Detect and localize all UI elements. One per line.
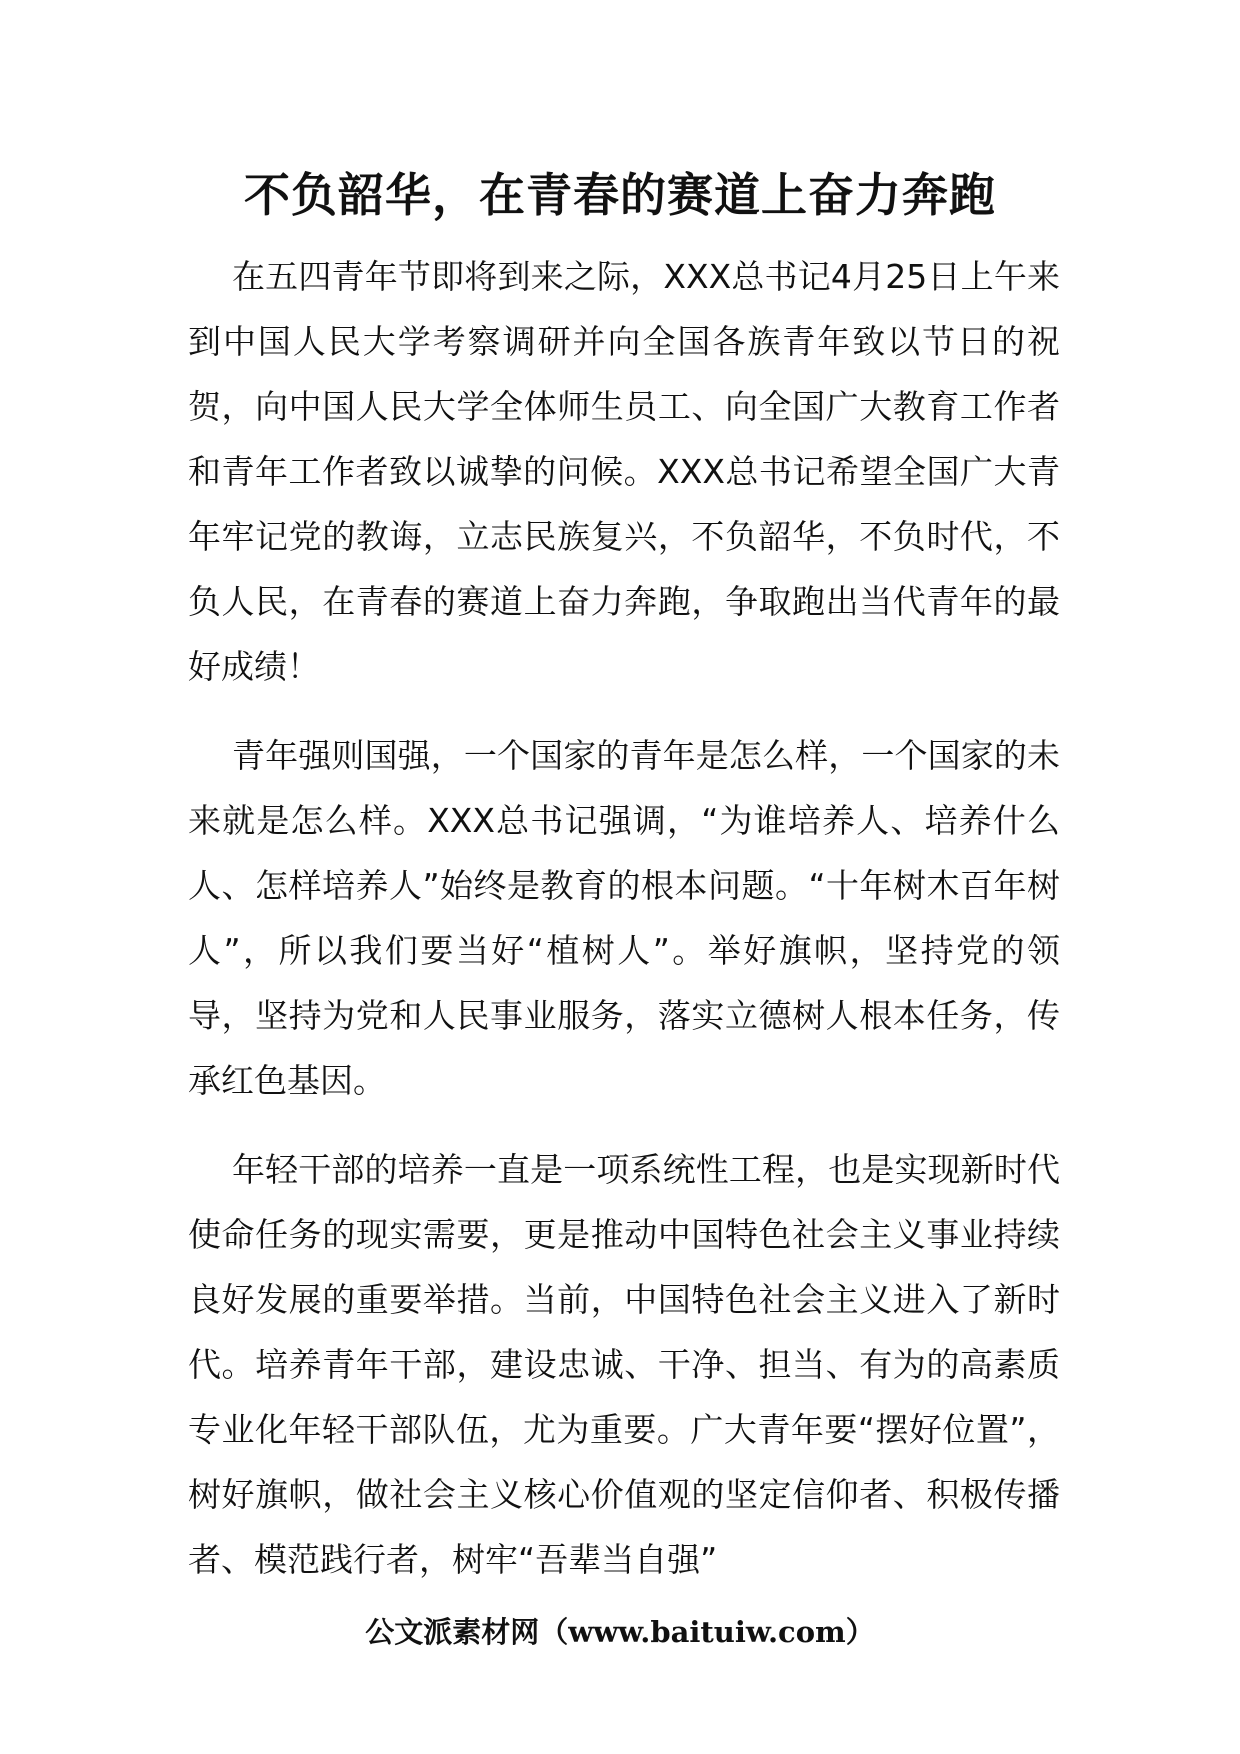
document-title: 不负韶华，在青春的赛道上奋力奔跑 [244, 168, 996, 222]
document-body [188, 244, 1060, 1616]
paragraph-3: 年轻干部的培养一直是一项系统性工程，也是实现新时代使命任务的现实需要，更是推动中国特色社会主义事业持续良好发展的重要举措。当前，中国特色社会主义进入了新时代。培养青年干部，建设忠诚、干净、担当、有为的高素质专业化年轻干部队伍，尤为重要。广大青年要“摆好位置”，树好旗帜，做社会主义核心价值观的坚定信仰者、积极传播者、模范践行者，树牢“吾辈当自强” [188, 1150, 1060, 1579]
paragraph-1: 在五四青年节即将到来之际，XXX总书记4月25日上午来到中国人民大学考察调研并向全国各族青年致以节日的祝贺，向中国人民大学全体师生员工、向全国广大教育工作者和青年工作者致以诚挚的问候。XXX总书记希望全国广大青年牢记党的教诲，立志民族复兴，不负韶华，不负时代，不负人民，在青春的赛道上奋力奔跑，争取跑出当代青年的最好成绩！ [188, 257, 1060, 686]
footer-source: 公文派素材网（www.baituiw.com） [365, 1615, 875, 1649]
paragraph-2: 青年强则国强，一个国家的青年是怎么样，一个国家的未来就是怎么样。XXX总书记强调，“为谁培养人、培养什么人、怎样培养人”始终是教育的根本问题。“十年树木百年树人”，所以我们要当好“植树人”。举好旗帜，坚持党的领导，坚持为党和人民事业服务，落实立德树人根本任务，传承红色基因。 [188, 736, 1060, 1100]
